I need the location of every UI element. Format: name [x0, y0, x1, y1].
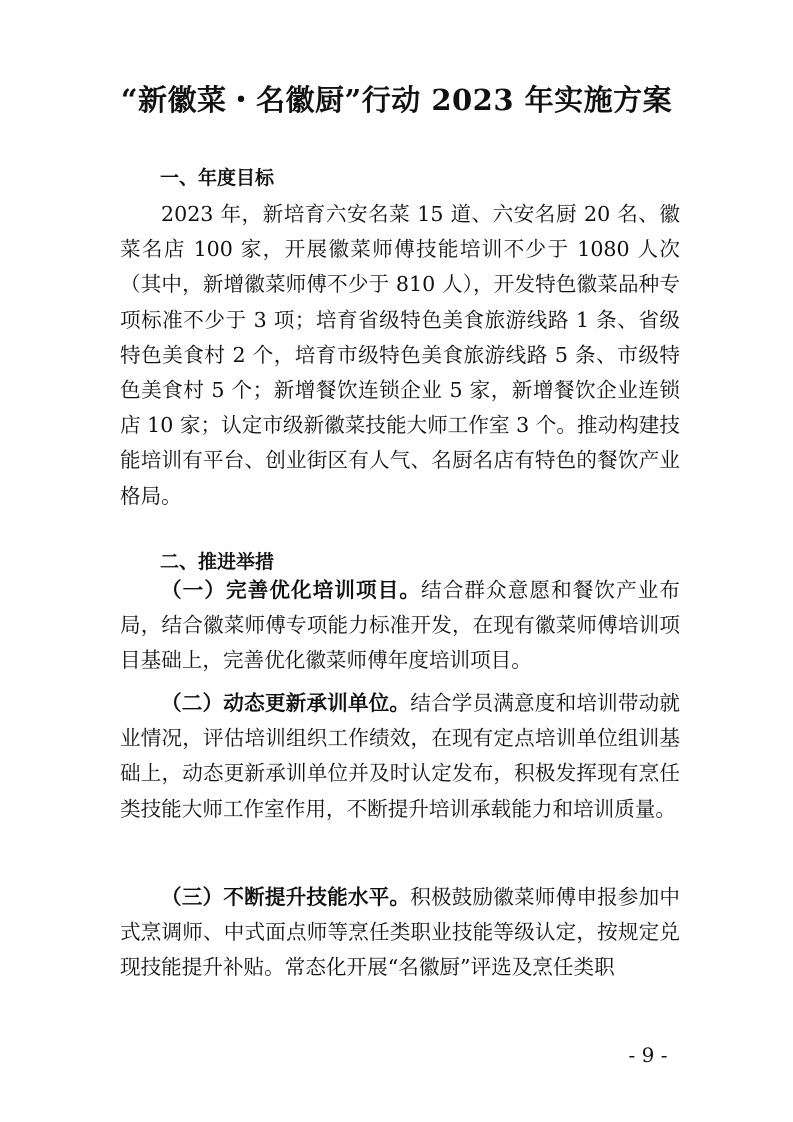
- section-heading-measures: 二、推进举措: [160, 551, 275, 573]
- page-number: - 9 -: [628, 1043, 668, 1067]
- annual-goals-paragraph: 2023 年，新培育六安名菜 15 道、六安名厨 20 名、徽菜名店 100 家，开展徽菜师傅技能培训不少于 1080 人次（其中，新增徽菜师傅不少于 810 人），开发特色徽菜品种专项标准不少于 3 项；培育省级特色美食旅游线路 1 条、省级特色美食村 2 个，培育市级特色美食旅游线路 5 条、市级特色美食村 5 个；新增餐饮连锁企业 5 家，新增餐饮企业连锁店 10 家；认定市级新徽菜技能大师工作室 3 个。推动构建技能培训有平台、创业街区有人气、名厨名店有特色的餐饮产业格局。: [120, 202, 680, 508]
- measure-item-2: [120, 686, 680, 827]
- measure-item-3-text: 积极鼓励徽菜师傅申报参加中式烹调师、中式面点师等烹任类职业技能等级认定，按规定兑现技能提升补贴。常态化开展“名徽厨”评选及烹任类职: [120, 885, 680, 980]
- measure-item-1: [120, 573, 680, 679]
- measure-item-1-text: 结合群众意愿和餐饮产业布局，结合徽菜师傅专项能力标准开发，在现有徽菜师傅培训项目基础上，完善优化徽菜师傅年度培训项目。: [120, 578, 681, 673]
- measure-item-3-label: （三）不断提升技能水平。: [161, 885, 411, 909]
- measure-item-1-label: （一）完善优化培训项目。: [161, 578, 422, 602]
- measure-item-3: [120, 880, 680, 986]
- measure-item-2-text: 结合学员满意度和培训带动就业情况，评估培训组织工作绩效，在现有定点培训单位组训基础上，动态更新承训单位并及时认定发布，积极发挥现有烹任类技能大师工作室作用，不断提升培训承载能力和培训质量。: [120, 691, 680, 821]
- section-heading-annual-goals: 一、年度目标: [160, 167, 275, 189]
- document-title: “新徽菜・名徽厨”行动 2023 年实施方案: [120, 83, 673, 117]
- measure-item-2-label: （二）动态更新承训单位。: [161, 691, 411, 715]
